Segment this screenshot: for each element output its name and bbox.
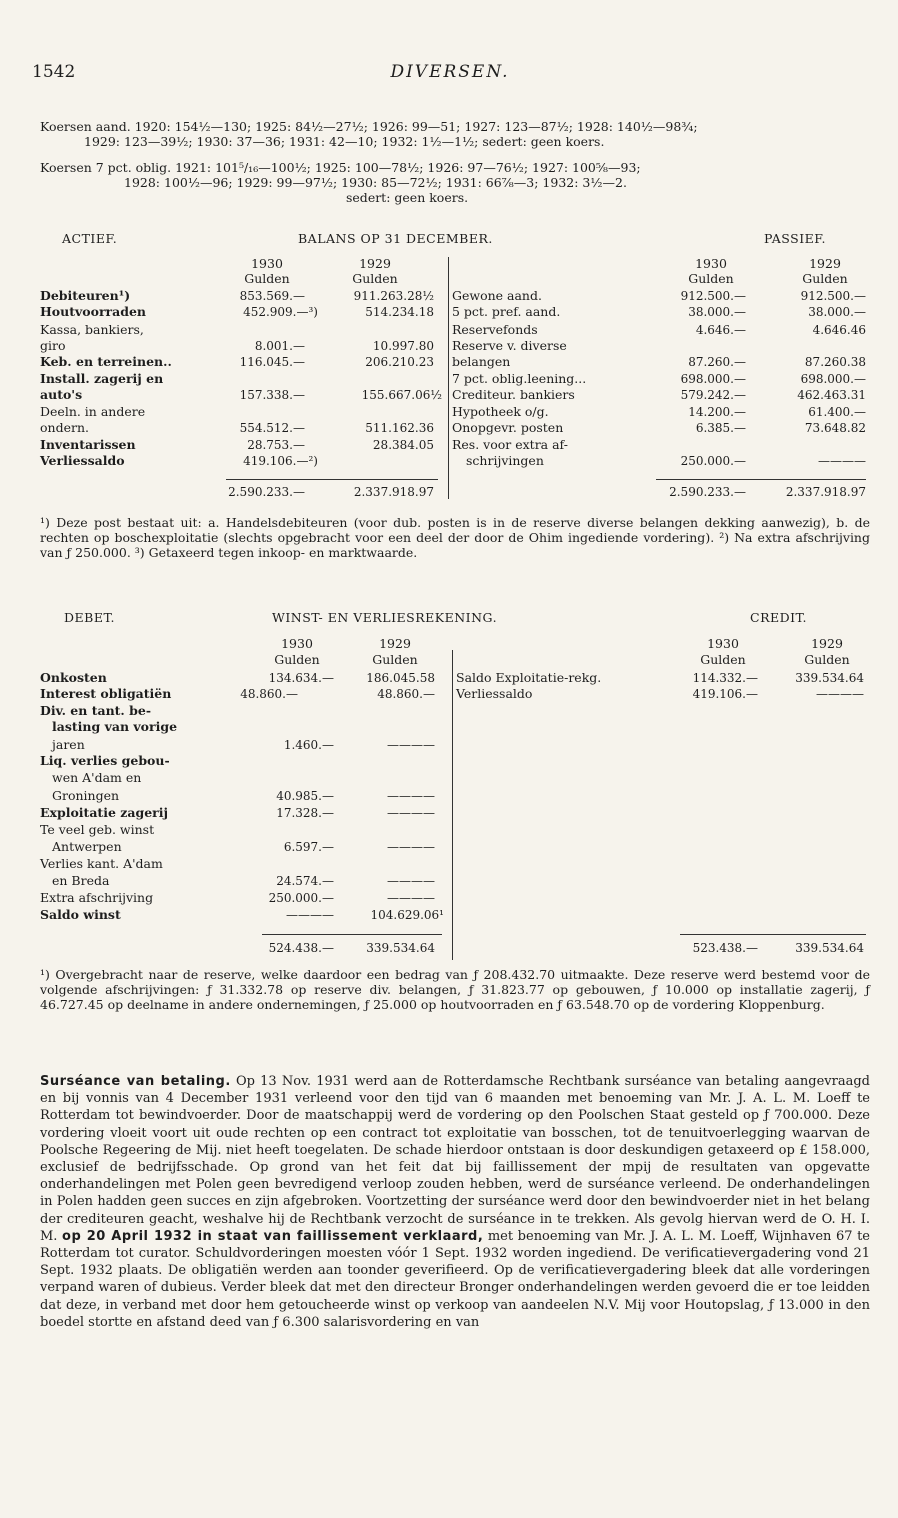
- pl-left-label: Exploitatie zagerij: [40, 805, 169, 820]
- bal-left-value-1929: 155.667.06½: [361, 388, 442, 402]
- bal-right-label-cont: schrijvingen: [466, 453, 544, 468]
- pl-left-label: Te veel geb. winst: [40, 822, 155, 837]
- bal-right-label: Crediteur. bankiers: [452, 387, 575, 402]
- pl-left-value-1930: 40.985.—: [276, 789, 334, 803]
- pl-left-value-1930: 250.000.—: [268, 891, 334, 905]
- bal-right-value-1930: 250.000.—: [680, 454, 746, 468]
- bal-right-label: 5 pct. pref. aand.: [452, 304, 561, 319]
- bal-right-value-1930: 38.000.—: [688, 305, 746, 319]
- pl-left-label-cont: lasting van vorige: [52, 719, 178, 734]
- pl-left-year-1929: 1929: [379, 636, 411, 651]
- pl-left-label-cont: jaren: [52, 737, 85, 752]
- pl-left-label: Interest obligatiën: [40, 686, 172, 701]
- bal-right-label: 7 pct. oblig.leening...: [452, 371, 587, 386]
- bal-right-total-1929: 2.337.918.97: [785, 485, 866, 499]
- bal-right-value-1930: 6.385.—: [695, 421, 746, 435]
- pl-right-value-1930: 114.332.—: [692, 671, 758, 685]
- bal-right-value-1930: 4.646.—: [695, 323, 746, 337]
- pl-right-value-1929: ————: [816, 687, 864, 701]
- bal-right-value-1929: ————: [818, 454, 866, 468]
- pl-left-total-1930: 524.438.—: [268, 941, 334, 955]
- pl-right-value-1929: 339.534.64: [795, 671, 864, 685]
- bal-left-value-1929: 206.210.23: [365, 355, 434, 369]
- bal-right-value-1930: 698.000.—: [680, 372, 746, 386]
- bal-left-label: Houtvoorraden: [40, 304, 146, 319]
- bal-right-label: Hypotheek o/g.: [452, 404, 549, 419]
- pl-right-year-1929: 1929: [811, 636, 843, 651]
- bal-right-value-1929: 698.000.—: [800, 372, 866, 386]
- surseance-bankruptcy-date: op 20 April 1932 in staat van faillissement verklaard,: [62, 1228, 484, 1244]
- bal-left-gulden-1929: Gulden: [352, 271, 398, 286]
- page-title: DIVERSEN.: [390, 62, 510, 82]
- bal-left-label: Deeln. in andere: [40, 404, 146, 419]
- quote-oblig-line-1: Koersen 7 pct. oblig. 1921: 101⁵/₁₆—100½; 1925: 100—78½; 1926: 97—76½; 1927: 100⅝—93;: [40, 160, 641, 175]
- quote-aand-line-2: 1929: 123—39½; 1930: 37—36; 1931: 42—10; 1932: 1½—1½; sedert: geen koers.: [84, 134, 605, 149]
- bal-right-label-cont: belangen: [452, 354, 511, 369]
- bal-left-label: Inventarissen: [40, 437, 136, 452]
- surseance-paragraph: [40, 1073, 870, 1331]
- pl-left-value-1929: ————: [387, 891, 435, 905]
- pl-left-label: Liq. verlies gebou-: [40, 753, 170, 768]
- pl-right-total-1929: 339.534.64: [795, 941, 864, 955]
- pl-right-total-rule: [680, 934, 866, 935]
- bal-left-label-cont: ondern.: [40, 420, 89, 435]
- pl-left-value-1930: 17.328.—: [276, 806, 334, 820]
- surseance-body-1: Op 13 Nov. 1931 werd aan de Rotterdamsche Rechtbank surséance van betaling aangevraagd en bij vonnis van 4 December 1931 verleend voor den tijd van 6 maanden met benoeming van Mr. J. A. L. M. Loeff te Rotterdam tot bewindvoerder. Door de maatschappij werd de vordering op den Poolschen Staat gesteld op ƒ 700.000. Deze vordering vloeit voort uit oude rechten op een contract tot exploitatie van bosschen, tot de tenuitvoerlegging waarvan de Poolsche Regeering de Mij. niet heeft toegelaten. De schade hierdoor ontstaan is door deskundigen getaxeerd op £ 158.000, exclusief de bedrijfsschade. Op grond van het feit dat bij faillissement der mpij de resultaten van opgevatte onderhandelingen met Polen geen bevredigend verloop zouden hebben, werd de surséance verleend. De onderhandelingen in Polen hadden geen succes en zijn afgebroken. Voortzetting der surséance werd door den bewindvoerder niet in het belang der crediteuren geacht, weshalve hij de Rechtbank verzocht de surséance in te trekken. Als gevolg hiervan werd de O. H. I. M.: [40, 1074, 870, 1244]
- pl-left-value-1929: 186.045.58: [366, 671, 435, 685]
- bal-left-year-1930: 1930: [251, 256, 283, 271]
- bal-left-label: Verliessaldo: [40, 453, 125, 468]
- bal-left-value-1930: 8.001.—: [254, 339, 305, 353]
- pl-left-label: Onkosten: [40, 670, 107, 685]
- pl-left-gulden-1929: Gulden: [372, 652, 418, 667]
- bal-left-label: Install. zagerij en: [40, 371, 164, 386]
- bal-left-value-1930: 554.512.—: [239, 421, 305, 435]
- pl-right-gulden-1929: Gulden: [804, 652, 850, 667]
- bal-right-value-1929: 4.646.46: [812, 323, 866, 337]
- bal-left-value-1930: 28.753.—: [247, 438, 305, 452]
- bal-left-value-1930: 116.045.—: [239, 355, 305, 369]
- bal-left-value-1929: 28.384.05: [372, 438, 434, 452]
- bal-right-value-1929: 462.463.31: [797, 388, 866, 402]
- pl-credit-label: CREDIT.: [750, 610, 808, 625]
- page-number: 1542: [32, 62, 76, 82]
- pl-left-label-cont: wen A'dam en: [52, 770, 142, 785]
- bal-right-value-1929: 912.500.—: [800, 289, 866, 303]
- bal-right-label: Onopgevr. posten: [452, 420, 564, 435]
- bal-right-year-1929: 1929: [809, 256, 841, 271]
- bal-left-label: Keb. en terreinen..: [40, 354, 172, 369]
- bal-right-label: Res. voor extra af-: [452, 437, 568, 452]
- pl-left-label-cont: Groningen: [52, 788, 120, 803]
- bal-left-total-1929: 2.337.918.97: [353, 485, 434, 499]
- pl-right-year-1930: 1930: [707, 636, 739, 651]
- bal-left-value-1929: 511.162.36: [365, 421, 434, 435]
- pl-left-label: Saldo winst: [40, 907, 121, 922]
- pl-title: WINST- EN VERLIESREKENING.: [272, 610, 498, 625]
- pl-left-value-1929: ————: [387, 874, 435, 888]
- pl-left-value-1929: ————: [387, 840, 435, 854]
- bal-right-value-1930: 912.500.—: [680, 289, 746, 303]
- pl-left-value-1930: 48.860.—: [240, 687, 298, 701]
- page-header: [32, 62, 868, 86]
- bal-left-value-1930: 452.909.—³): [243, 305, 318, 319]
- bal-right-gulden-1929: Gulden: [802, 271, 848, 286]
- pl-left-label: Verlies kant. A'dam: [40, 856, 163, 871]
- bal-right-value-1929: 61.400.—: [808, 405, 866, 419]
- bal-right-value-1930: 14.200.—: [688, 405, 746, 419]
- pl-left-label-cont: en Breda: [52, 873, 110, 888]
- pl-left-label-cont: Antwerpen: [52, 839, 122, 854]
- pl-left-value-1930: 24.574.—: [276, 874, 334, 888]
- pl-left-label: Div. en tant. be-: [40, 703, 152, 718]
- bal-right-gulden-1930: Gulden: [688, 271, 734, 286]
- pl-right-label: Saldo Exploitatie-rekg.: [456, 670, 602, 685]
- quote-oblig-line-3: sedert: geen koers.: [346, 190, 469, 205]
- bal-right-total-1930: 2.590.233.—: [669, 485, 746, 499]
- pl-debet-label: DEBET.: [64, 610, 115, 625]
- bal-left-total-rule: [226, 479, 438, 480]
- bal-left-value-1929: 911.263.28½: [353, 289, 434, 303]
- pl-divider: [452, 650, 453, 960]
- bal-left-label: Debiteuren¹): [40, 288, 131, 303]
- pl-left-value-1929: 104.629.06¹: [370, 908, 444, 922]
- bal-left-gulden-1930: Gulden: [244, 271, 290, 286]
- pl-left-value-1929: ————: [387, 738, 435, 752]
- pl-left-value-1930: 6.597.—: [283, 840, 334, 854]
- pl-left-value-1929: ————: [387, 806, 435, 820]
- bal-right-value-1929: 73.648.82: [804, 421, 866, 435]
- bal-right-label: Reserve v. diverse: [452, 338, 567, 353]
- surseance-body-2: met benoeming van Mr. J. A. L. M. Loeff, Wijnhaven 67 te Rotterdam tot curator. Schuldvorderingen moesten vóór 1 Sept. 1932 worden ingediend. De verificatievergadering vond 21 Sept. 1932 plaats. De obligatiën werden aan toonder geverifieerd. Op de verificatievergadering bleek dat alle vorderingen verpand waren of dubieus. Verder bleek dat met den directeur Bronger onderhandelingen werden gevoerd die er toe leidden dat deze, in verband met door hem getoucheerde winst op verkoop van aandeelen N.V. Mij voor Houtopslag, ƒ 13.000 in den boedel stortte en afstand deed van ƒ 6.300 salarisvordering en van: [40, 1228, 871, 1330]
- bal-right-value-1930: 87.260.—: [688, 355, 746, 369]
- balance-title: BALANS OP 31 DECEMBER.: [298, 231, 493, 246]
- bal-left-label-cont: auto's: [40, 387, 83, 402]
- quote-oblig-line-2: 1928: 100½—96; 1929: 99—97½; 1930: 85—72½; 1931: 66⅞—3; 1932: 3½—2.: [124, 175, 627, 190]
- bal-right-total-rule: [656, 479, 866, 480]
- bal-right-label: Reservefonds: [452, 322, 538, 337]
- balance-divider: [448, 257, 449, 499]
- quote-aand-line-1: Koersen aand. 1920: 154½—130; 1925: 84½—27½; 1926: 99—51; 1927: 123—87½; 1928: 140½—98¾;: [40, 119, 698, 134]
- pl-right-label: Verliessaldo: [456, 686, 533, 701]
- pl-left-value-1929: ————: [387, 789, 435, 803]
- pl-left-value-1930: 134.634.—: [268, 671, 334, 685]
- bal-left-year-1929: 1929: [359, 256, 391, 271]
- pl-left-value-1930: ————: [286, 908, 334, 922]
- pl-left-total-rule: [262, 934, 442, 935]
- pl-left-year-1930: 1930: [281, 636, 313, 651]
- pl-left-label: Extra afschrijving: [40, 890, 154, 905]
- bal-right-value-1929: 87.260.38: [804, 355, 866, 369]
- bal-left-value-1929: 514.234.18: [365, 305, 434, 319]
- bal-left-label: Kassa, bankiers,: [40, 322, 144, 337]
- bal-left-value-1929: 10.997.80: [372, 339, 434, 353]
- balance-footnote: ¹) Deze post bestaat uit: a. Handelsdebiteuren (voor dub. posten is in de reserve diverse belangen dekking aanwezig), b. de rechten op boschexploitatie (slechts opgebracht voor een deel der door de Ohim ingediende vordering). ²) Na extra afschrijving van ƒ 250.000. ³) Getaxeerd tegen inkoop- en marktwaarde.: [40, 515, 870, 560]
- bal-left-label-cont: giro: [40, 338, 66, 353]
- bal-right-value-1930: 579.242.—: [680, 388, 746, 402]
- pl-right-gulden-1930: Gulden: [700, 652, 746, 667]
- pl-left-value-1930: 1.460.—: [283, 738, 334, 752]
- pl-right-total-1930: 523.438.—: [692, 941, 758, 955]
- pl-right-value-1930: 419.106.—: [692, 687, 758, 701]
- bal-left-value-1930: 157.338.—: [239, 388, 305, 402]
- pl-left-gulden-1930: Gulden: [274, 652, 320, 667]
- pl-left-total-1929: 339.534.64: [366, 941, 435, 955]
- bal-right-label: Gewone aand.: [452, 288, 542, 303]
- balance-passief-label: PASSIEF.: [764, 231, 826, 246]
- bal-left-value-1930: 853.569.—: [239, 289, 305, 303]
- bal-right-year-1930: 1930: [695, 256, 727, 271]
- surseance-heading: Surséance van betaling.: [40, 1074, 231, 1089]
- balance-actief-label: ACTIEF.: [62, 231, 118, 246]
- bal-left-value-1930: 419.106.—²): [243, 454, 318, 468]
- pl-left-value-1929: 48.860.—: [377, 687, 435, 701]
- bal-right-value-1929: 38.000.—: [808, 305, 866, 319]
- pl-footnote: ¹) Overgebracht naar de reserve, welke daardoor een bedrag van ƒ 208.432.70 uitmaakte. Deze reserve werd bestemd voor de volgende afschrijvingen: ƒ 31.332.78 op reserve div. belangen, ƒ 31.823.77 op gebouwen, ƒ 10.000 op installatie zagerij, ƒ 46.727.45 op deelname in andere ondernemingen, ƒ 25.000 op houtvoorraden en ƒ 63.548.70 op de vordering Kloppenburg.: [40, 967, 870, 1012]
- bal-left-total-1930: 2.590.233.—: [228, 485, 305, 499]
